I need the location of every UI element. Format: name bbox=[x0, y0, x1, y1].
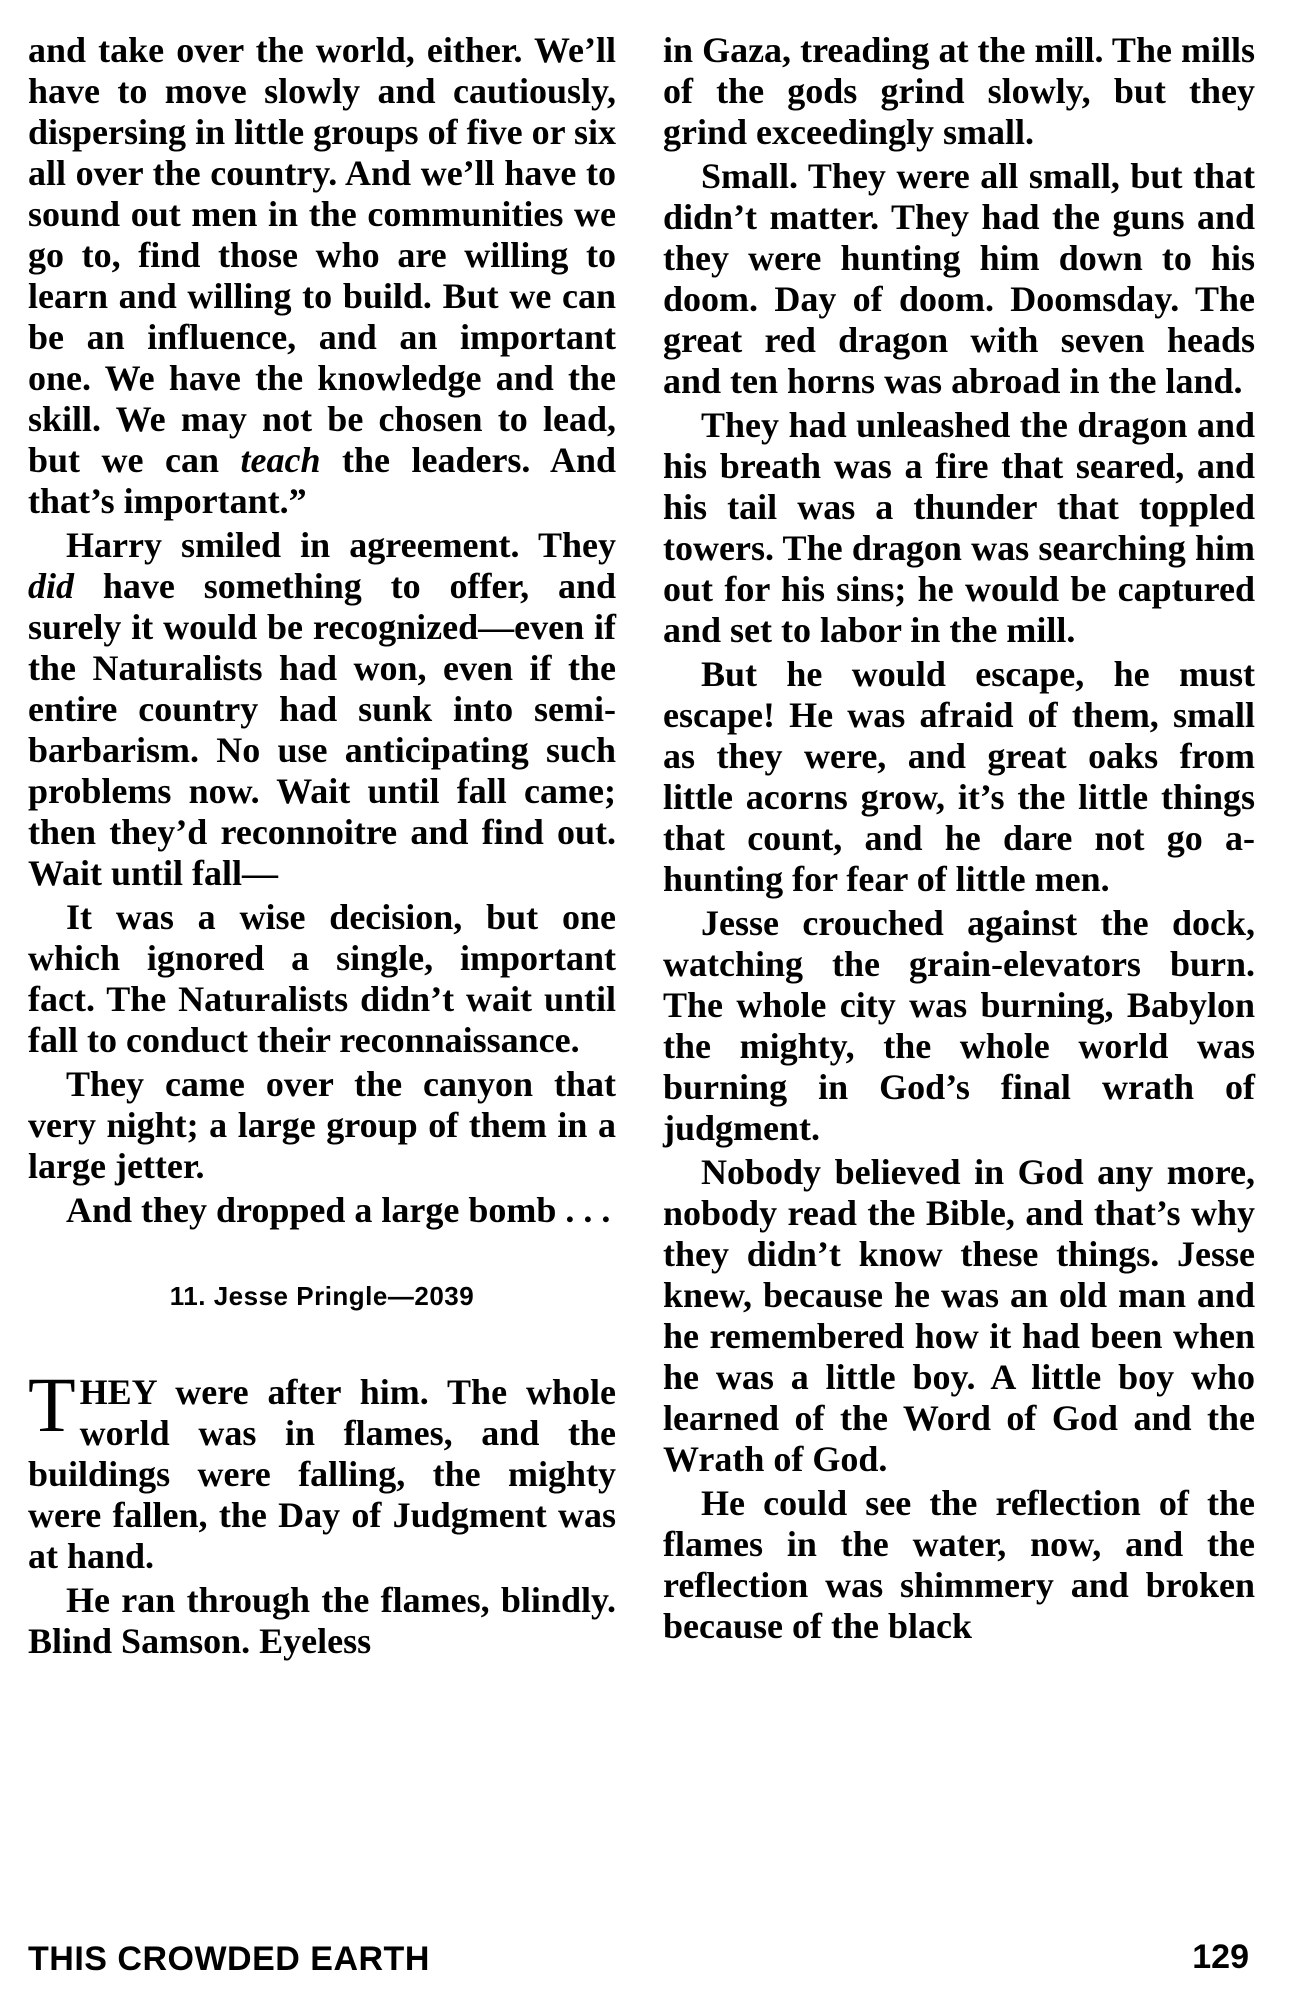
page-number: 129 bbox=[1192, 1938, 1249, 1976]
text-run: and take over the world, either. We’ll have to move slowly and cautiously, dispersing in little groups of five or six all over the country. And we’ll have to sound out men in the communities we go to, find those who are willing to learn and willing to build. But we can be an influence, and an important one. We have the knowledge and the skill. We may not be chosen to lead, but we can bbox=[28, 30, 616, 480]
paragraph: He could see the reflection of the flames in the water, now, and the reflection was shimmery and broken because of the black bbox=[663, 1483, 1255, 1646]
chapter-heading: 11. Jesse Pringle—2039 bbox=[169, 1281, 475, 1311]
paragraph: And they dropped a large bomb . . . bbox=[66, 1190, 611, 1230]
paragraph: But he would escape, he must escape! He was afraid of them, small as they were, and great oaks from little acorns grow, it’s the little things that count, and he dare not go a-hunting for fear of little men. bbox=[663, 654, 1255, 899]
paragraph: Small. They were all small, but that didn’t matter. They had the guns and they were hunting him down to his doom. Day of doom. Doomsday. The great red dragon with seven heads and ten horns was abroad in the land. bbox=[663, 156, 1255, 401]
text-run: the leaders. And that’s important.” bbox=[28, 440, 616, 521]
running-footer-title: THIS CROWDED EARTH bbox=[28, 1940, 430, 1978]
italic-text: did bbox=[28, 566, 75, 606]
paragraph: Nobody believed in God any more, nobody read the Bible, and that’s why they didn’t know these things. Jesse knew, because he was an old man and he remembered how it had been when he was a little boy. A little boy who learned of the Word of God and the Wrath of God. bbox=[663, 1152, 1255, 1479]
italic-text: teach bbox=[240, 440, 321, 480]
text-run: Harry smiled in agreement. They bbox=[66, 525, 616, 565]
text-run: HEY were after him. The whole world was in flames, and the buildings were falling, the mighty were fallen, the Day of Judgment was at hand. bbox=[28, 1372, 616, 1576]
paragraph: They had unleashed the dragon and his breath was a fire that seared, and his tail was a thunder that toppled towers. The dragon was searching him out for his sins; he would be captured and set to labor in the mill. bbox=[663, 405, 1255, 650]
text-run: have something to offer, and surely it would be recognized—even if the Naturalists had won, even if the entire country had sunk into semibarbarism. No use anticipating such problems now. Wait until fall came; then they’d reconnoitre and find out. Wait until fall— bbox=[28, 566, 616, 893]
paragraph: in Gaza, treading at the mill. The mills of the gods grind slowly, but they grind exceedingly small. bbox=[663, 30, 1255, 152]
paragraph: It was a wise decision, but one which ignored a single, important fact. The Naturalists didn’t wait until fall to conduct their reconnaissance. bbox=[28, 897, 616, 1060]
paragraph bbox=[28, 30, 616, 522]
drop-cap: T bbox=[28, 1361, 76, 1448]
paragraph bbox=[28, 1361, 616, 1577]
paragraph: He ran through the flames, blindly. Blind Samson. Eyeless bbox=[28, 1580, 616, 1661]
left-column bbox=[28, 30, 616, 1665]
paragraph: Jesse crouched against the dock, watching the grain-elevators burn. The whole city was burning, Babylon the mighty, the whole world was burning in God’s final wrath of judgment. bbox=[663, 903, 1255, 1148]
paragraph bbox=[28, 525, 616, 894]
right-column bbox=[663, 30, 1255, 1650]
paragraph: They came over the canyon that very night; a large group of them in a large jetter. bbox=[28, 1064, 616, 1186]
